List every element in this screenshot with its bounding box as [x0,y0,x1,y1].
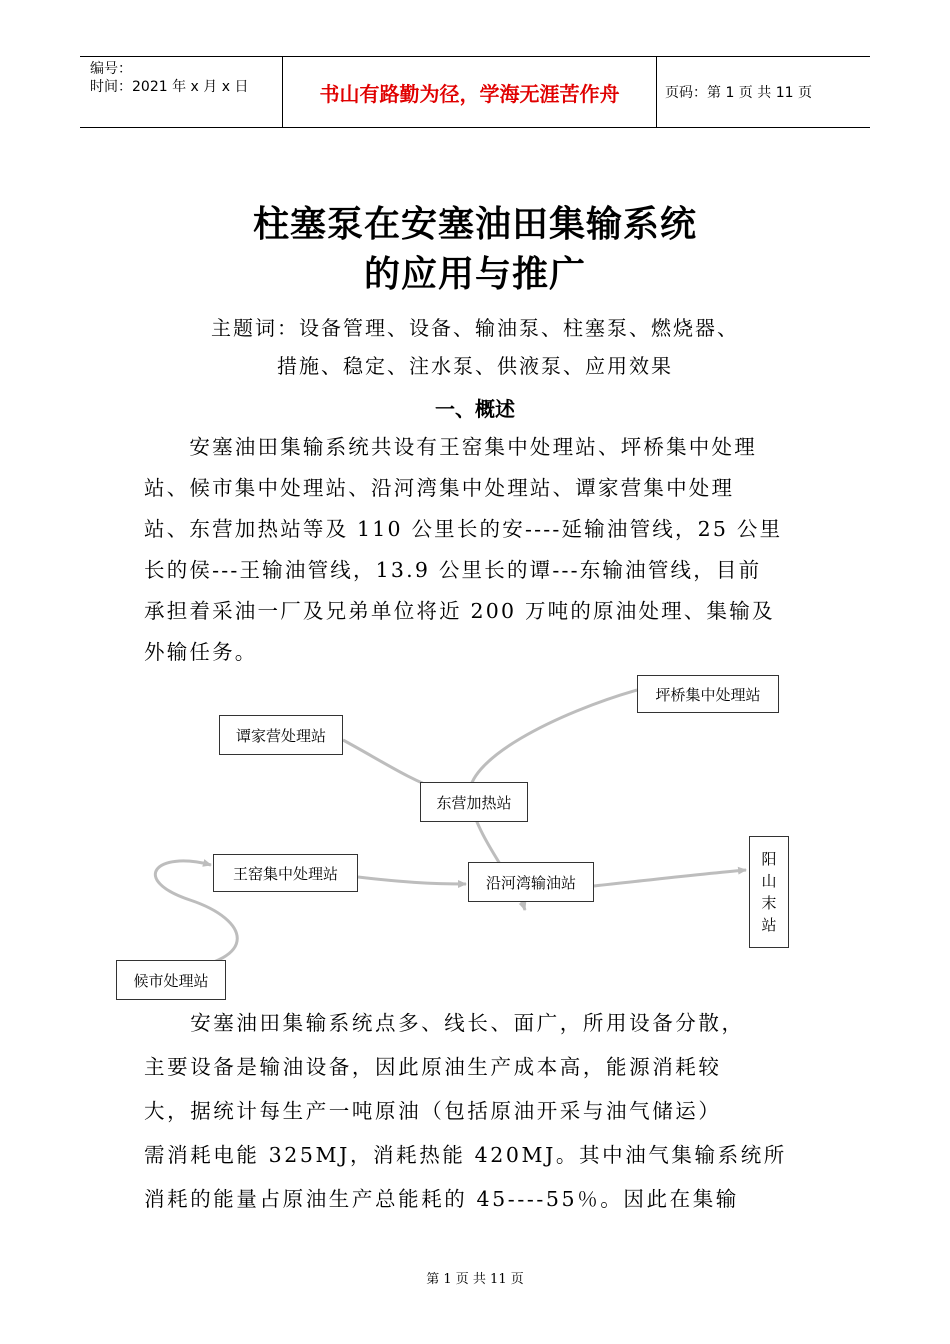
header-page-info: 页码：第 1 页 共 11 页 [665,85,812,101]
node-yangshan-char: 阳 [761,850,777,868]
paragraph-line: 需消耗电能 325MJ，消耗热能 420MJ。其中油气集输系统所 [144,1143,787,1167]
paragraph-line: 安塞油田集输系统共设有王窑集中处理站、坪桥集中处理 [144,435,757,459]
node-wangyao-station: 王窑集中处理站 [213,854,358,892]
page-footer: 第 1 页 共 11 页 [426,1272,524,1287]
section-heading: 一、概述 [435,397,515,421]
document-title-line1: 柱塞泵在安塞油田集输系统 [252,203,697,245]
paragraph-line: 主要设备是输油设备，因此原油生产成本高，能源消耗较 [144,1055,722,1079]
connector-wangyao [358,877,466,884]
keywords-line2: 措施、稳定、注水泵、供液泵、应用效果 [277,354,673,378]
paragraph-line: 安塞油田集输系统点多、线长、面广，所用设备分散， [144,1011,745,1035]
node-pingqiao-station: 坪桥集中处理站 [637,675,779,713]
node-yangshan-terminal [749,836,789,948]
document-number-label: 编号： [90,61,132,77]
node-yangshan-char: 末 [761,894,777,912]
node-yangshan-char: 山 [761,872,777,890]
paragraph-line: 大，据统计每生产一吨原油（包括原油开采与油气储运） [144,1099,722,1123]
node-yangshan-char: 站 [761,916,777,934]
document-time-label: 时间：2021 年 x 月 x 日 [90,79,249,95]
paragraph-line: 站、候市集中处理站、沿河湾集中处理站、谭家营集中处理 [144,476,735,500]
keywords-line1: 主题词：设备管理、设备、输油泵、柱塞泵、燃烧器、 [211,316,739,340]
paragraph-line: 长的侯---王输油管线，13.9 公里长的谭---东输油管线，目前 [144,558,762,582]
document-title-line2: 的应用与推广 [363,253,586,295]
paragraph-line: 外输任务。 [144,640,258,664]
node-dongying-heating-station: 东营加热站 [420,782,528,822]
header-motto: 书山有路勤为径，学海无涯苦作舟 [282,57,657,127]
paragraph-line: 站、东营加热站等及 110 公里长的安----延输油管线，25 公里 [144,517,783,541]
paragraph-line: 消耗的能量占原油生产总能耗的 45----55％。因此在集输 [144,1187,739,1211]
node-tanjiaying-station: 谭家营处理站 [219,715,343,755]
connector-yanhewan [594,870,746,886]
paragraph-line: 承担着采油一厂及兄弟单位将近 200 万吨的原油处理、集输及 [144,599,775,623]
node-yanhewan-station: 沿河湾输油站 [468,862,594,902]
node-houshi-station: 候市处理站 [116,960,226,1000]
